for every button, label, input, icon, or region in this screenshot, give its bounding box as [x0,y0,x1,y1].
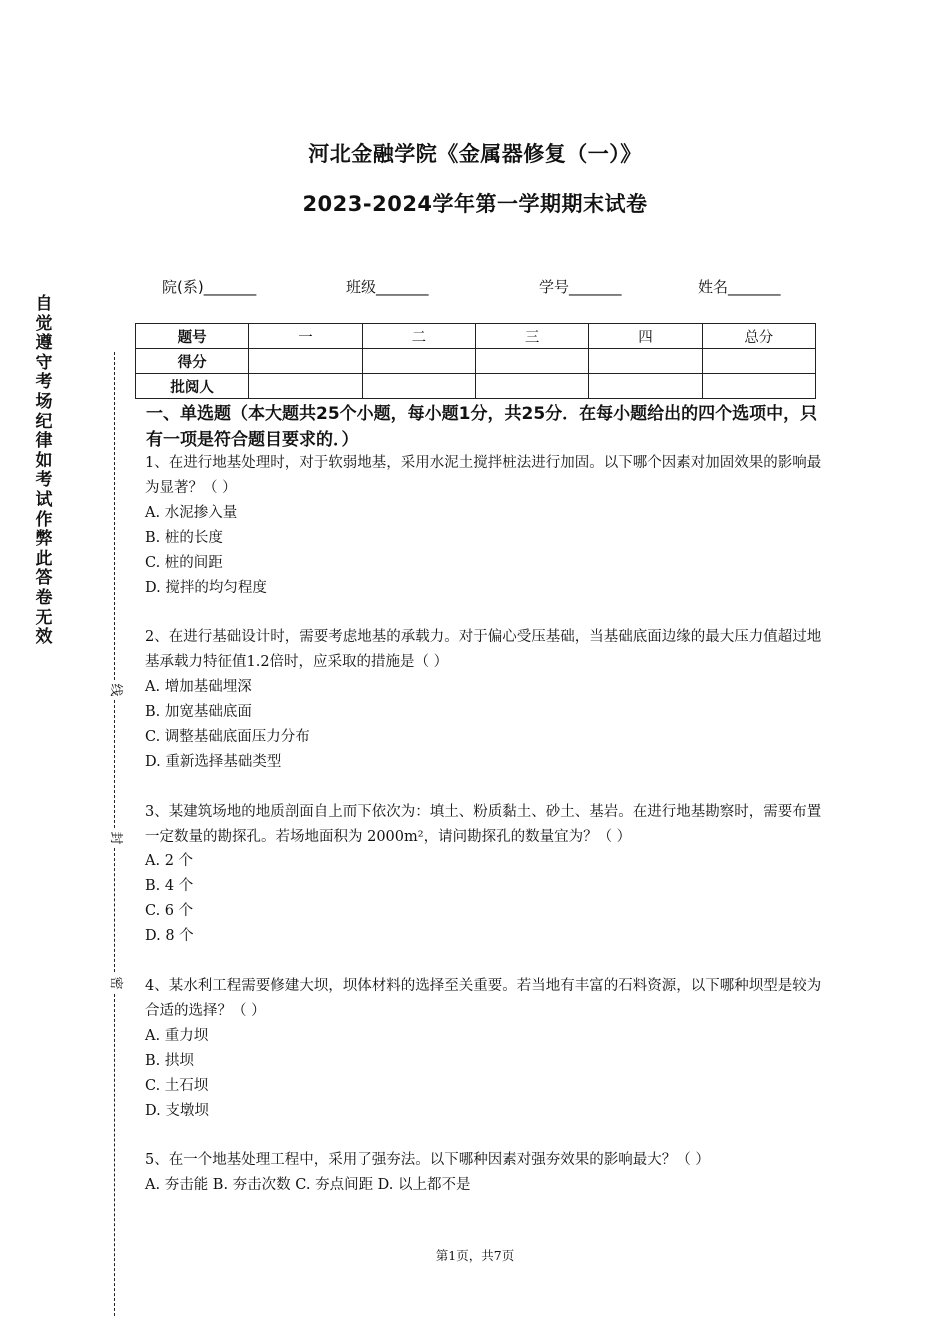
question-text: 5、在一个地基处理工程中，采用了强夯法。以下哪种因素对强夯效果的影响最大？（ ） [145,1152,710,1169]
score-table-header-row [136,324,816,349]
reviewer-row-label: 批阅人 [136,374,249,399]
question-text: 4、某水利工程需要修建大坝，坝体材料的选择至关重要。若当地有丰富的石料资源，以下哪种坝型是较为合适的选择？（ ） [145,977,822,1019]
question-item [145,800,825,949]
question-text: 1、在进行地基处理时，对于软弱地基，采用水泥土搅拌桩法进行加固。以下哪个因素对加固效果的影响最为显著？（ ） [145,455,822,496]
score-table-score-row [136,349,816,374]
answer-option: D. 8 个 [145,928,194,945]
binding-line-segment [114,848,115,972]
answer-option: A. 增加基础埋深 [145,679,252,696]
section-heading: 一、单选题（本大题共25个小题，每小题1分，共25分．在每小题给出的四个选项中，只有一项是符合题目要求的．） [146,404,818,450]
question-list [145,451,825,1223]
binding-mark-secret: 密 [107,974,123,992]
answer-option: D. 支墩坝 [145,1102,209,1119]
score-table-header-cell: 四 [589,324,702,349]
answer-options-inline: A. 夯击能 B. 夯击次数 C. 夯点间距 D. 以上都不是 [145,1177,471,1194]
score-row-label: 得分 [136,349,249,374]
exam-discipline-notice: 自觉遵守考场纪律如考试作弊此答卷无效 [35,294,53,648]
binding-mark-seal: 封 [107,829,123,847]
answer-option: C. 土石坝 [145,1077,209,1094]
binding-line-segment [114,994,115,1316]
score-cell[interactable] [702,349,815,374]
score-table-header-cell: 二 [362,324,475,349]
score-cell[interactable] [249,349,362,374]
score-table-header-cell: 三 [475,324,588,349]
question-item [145,974,825,1123]
exam-title-line2: 2023-2024学年第一学期期末试卷 [302,192,648,216]
score-table-header-cell: 总分 [702,324,815,349]
answer-option: B. 桩的长度 [145,529,223,546]
dept-field: 院(系)_______ [162,278,257,296]
reviewer-cell[interactable] [362,374,475,399]
answer-option: A. 2 个 [145,853,194,870]
score-cell[interactable] [475,349,588,374]
answer-option: A. 水泥掺入量 [145,504,238,521]
answer-option: D. 重新选择基础类型 [145,753,282,770]
binding-line-segment [114,700,115,828]
answer-option: B. 拱坝 [145,1052,194,1069]
exam-title-line1: 河北金融学院《金属器修复（一）》 [308,142,642,166]
reviewer-cell[interactable] [249,374,362,399]
student-no-field: 学号_______ [539,278,622,296]
score-cell[interactable] [362,349,475,374]
binding-line-segment [114,352,115,680]
answer-option: B. 4 个 [145,878,194,895]
score-table-header-cell: 一 [249,324,362,349]
page-number: 第1页，共7页 [435,1248,515,1263]
question-text: 2、在进行基础设计时，需要考虑地基的承载力。对于偏心受压基础，当基础底面边缘的最大压力值超过地基承载力特征值1.2倍时，应采取的措施是（ ） [145,629,822,671]
question-item [145,1148,825,1198]
name-field: 姓名_______ [698,278,781,296]
reviewer-cell[interactable] [589,374,702,399]
score-cell[interactable] [589,349,702,374]
score-table-header-cell: 题号 [136,324,249,349]
answer-option: C. 6 个 [145,903,194,920]
binding-mark-line: 线 [107,681,123,699]
answer-option: B. 加宽基础底面 [145,704,252,721]
question-item [145,625,825,774]
answer-option: C. 调整基础底面压力分布 [145,728,310,745]
score-table [135,323,816,399]
score-table-reviewer-row [136,374,816,399]
class-field: 班级_______ [346,278,429,296]
reviewer-cell[interactable] [702,374,815,399]
answer-option: D. 搅拌的均匀程度 [145,579,267,596]
answer-option: C. 桩的间距 [145,554,223,571]
reviewer-cell[interactable] [475,374,588,399]
question-text: 3、某建筑场地的地质剖面自上而下依次为：填土、粉质黏土、砂土、基岩。在进行地基勘察时，需要布置一定数量的勘探孔。若场地面积为 2000m²，请问勘探孔的数量宜为？（ ） [145,803,822,845]
answer-option: A. 重力坝 [145,1027,209,1044]
question-item [145,451,825,600]
